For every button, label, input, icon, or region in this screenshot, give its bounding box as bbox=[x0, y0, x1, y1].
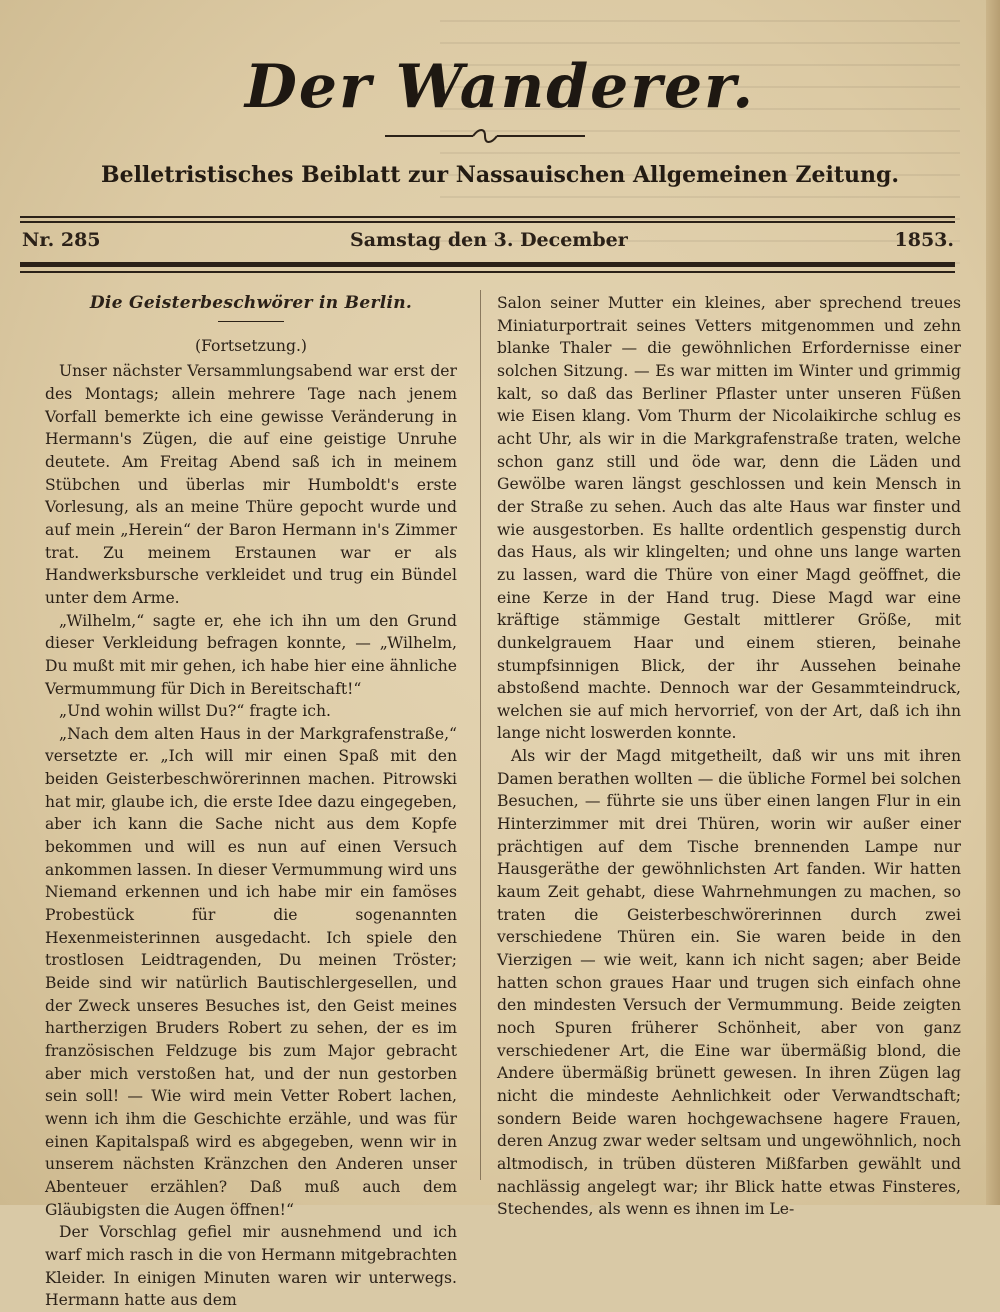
column-divider bbox=[480, 290, 481, 1180]
right-column bbox=[497, 292, 961, 1221]
title-rule bbox=[218, 321, 284, 322]
header-rule-thick bbox=[20, 262, 955, 267]
paragraph: „Wilhelm,“ sagte er, ehe ich ihn um den Grund dieser Verkleidung befragen konnte, — „Wilhelm, Du mußt mit mir gehen, ich habe hier eine ähnliche Vermummung für Dich in Bereitschaft!“ bbox=[45, 611, 457, 698]
continuation-note: (Fortsetzung.) bbox=[195, 336, 307, 355]
paragraph: „Und wohin willst Du?“ fragte ich. bbox=[59, 702, 332, 721]
issue-year: 1853. bbox=[894, 229, 954, 251]
left-column bbox=[45, 292, 457, 1312]
header-rule-bottom bbox=[20, 271, 955, 273]
header-rule-top bbox=[20, 216, 955, 218]
article-title: Die Geisterbeschwörer in Berlin. bbox=[89, 293, 413, 313]
paragraph: „Nach dem alten Haus in der Markgrafenstraße,“ versetzte er. „Ich will mir einen Spaß mit den beiden Geisterbeschwörerinnen machen. Pitrowski hat mir, glaube ich, die erste Idee dazu eingegeben, aber ich kann die Sache nicht aus dem Kopfe bekommen und will es nun auf einen Versuch ankommen lassen. In dieser Vermummung wird uns Niemand erkennen und ich habe mir ein famöses Probestück für die sogenannten Hexenmeisterinnen ausgedacht. Ich spiele den trostlosen Leidtragenden, Du meinen Tröster; Beide sind wir natürlich Bautischlergesellen, und der Zweck unseres Besuches ist, den Geist meines hartherzigen Bruders Robert zu sehen, der es im französischen Feldzuge bis zum Major gebracht aber mich verstoßen hat, und der nun gestorben sein soll! — Wie wird mein Vetter Robert lachen, wenn ich ihm die Geschichte erzähle, und was für einen Kapitalspaß wird es abgegeben, wenn wir in unserem nächsten Kränzchen den Anderen unser Abenteuer erzählen? Daß muß auch dem Gläubigsten die Augen öffnen!“ bbox=[45, 724, 457, 1219]
issue-date: Samstag den 3. December bbox=[350, 229, 628, 251]
paragraph: Salon seiner Mutter ein kleines, aber sprechend treues Miniaturportrait seines Vetters mitgenommen und zehn blanke Thaler — die gewöhnlichen Erfordernisse einer solchen Sitzung. — Es war mitten im Winter und grimmig kalt, so daß das Berliner Pflaster unter unseren Füßen wie Eisen klang. Vom Thurm der Nicolaikirche schlug es acht Uhr, als wir in die Markgrafenstraße traten, welche schon ganz still und öde war, denn die Läden und Gewölbe waren längst geschlossen und kein Mensch in der Straße zu sehen. Auch das alte Haus war finster und wie ausgestorben. Es hallte ordentlich gespenstig durch das Haus, als wir klingelten; und ohne uns lange warten zu lassen, ward die Thüre von einer Magd geöffnet, die eine Kerze in der Hand trug. Diese Magd war eine kräftige stämmige Gestalt mittlerer Größe, mit dunkelgrauem Haar und einem stieren, beinahe stumpfsinnigen Blick, der ihr Aussehen beinahe abstoßend machte. Dennoch war der Gesammteindruck, welchen sie auf mich hervorrief, von der Art, daß ich ihn lange nicht loswerden konnte. bbox=[497, 294, 961, 743]
ornament-divider bbox=[385, 126, 585, 146]
paragraph: Als wir der Magd mitgetheilt, daß wir uns mit ihren Damen berathen wollten — die übliche Formel bei solchen Besuchen, — führte sie uns über einen langen Flur in ein Hinterzimmer mit drei Thüren, worin wir außer einer prächtigen auf dem Tische brennenden Lampe nur Hausgeräthe der gewöhnlichsten Art fanden. Wir hatten kaum Zeit gehabt, diese Wahrnehmungen zu machen, so traten die Geisterbeschwörerinnen durch zwei verschiedene Thüren ein. Sie waren beide in den Vierzigen — wie weit, kann ich nicht sagen; aber Beide hatten schon graues Haar und trugen sich einfach ohne den mindesten Versuch der Vermummung. Beide zeigten noch Spuren früherer Schönheit, aber von ganz verschiedener Art, die Eine war übermäßig blond, die Andere übermäßig brünett gewesen. In ihren Zügen lag nicht die mindeste Aehnlichkeit oder Verwandtschaft; sondern Beide waren hochgewachsene hagere Frauen, deren Anzug zwar weder seltsam und ungewöhnlich, noch altmodisch, in trüben düsteren Mißfarben gewählt und nachlässig angelegt war; ihr Blick hatte etwas Finsteres, Stechendes, als wenn es ihnen im Le- bbox=[497, 747, 961, 1219]
header-rule-top-second bbox=[20, 221, 955, 223]
issue-number: Nr. 285 bbox=[22, 229, 101, 251]
paragraph: Der Vorschlag gefiel mir ausnehmend und ich warf mich rasch in die von Hermann mitgebrachten Kleider. In einigen Minuten waren wir unterwegs. Hermann hatte aus dem bbox=[45, 1223, 457, 1310]
masthead-subtitle: Belletristisches Beiblatt zur Nassauischen Allgemeinen Zeitung. bbox=[100, 162, 900, 188]
issue-line bbox=[22, 229, 954, 255]
paragraph: Unser nächster Versammlungsabend war erst der des Montags; allein mehrere Tage nach jenem Vorfall bemerkte ich eine gewisse Veränderung in Hermann's Zügen, die auf eine geistige Unruhe deutete. Am Freitag Abend saß ich in meinem Stübchen und überlas mir Humboldt's erste Vorlesung, als an meine Thüre gepocht wurde und auf mein „Herein“ der Baron Hermann in's Zimmer trat. Zu meinem Erstaunen war er als Handwerksbursche verkleidet und trug ein Bündel unter dem Arme. bbox=[45, 362, 457, 607]
masthead-title: Der Wanderer. bbox=[244, 52, 756, 122]
